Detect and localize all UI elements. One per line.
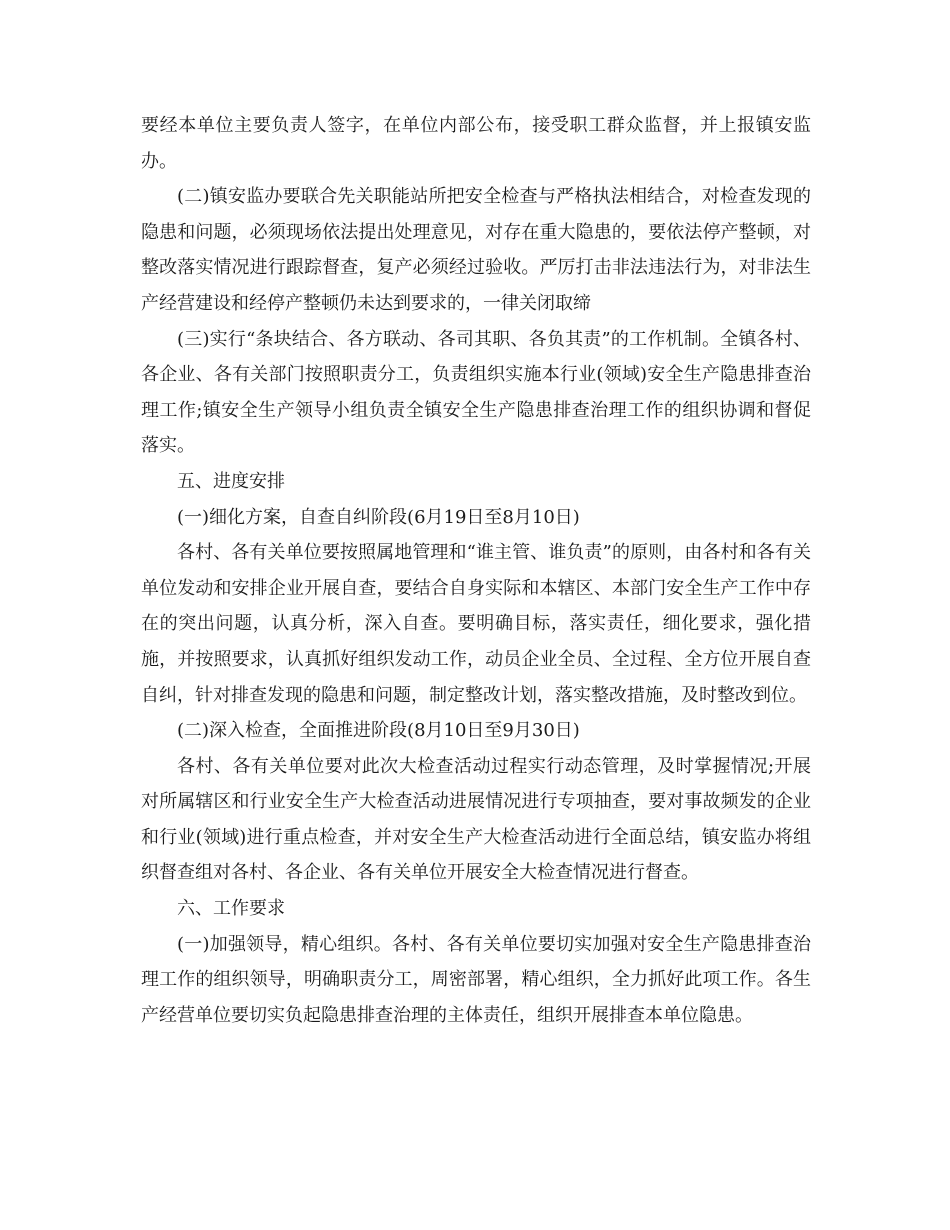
paragraph-self-inspection: 各村、各有关单位要按照属地管理和“谁主管、谁负责”的原则，由各村和各有关单位发动和安排企业开展自查，要结合自身实际和本辖区、本部门安全生产工作中存在的突出问题，认真分析，深入自查。要明确目标，落实责任，细化要求，强化措施，并按照要求，认真抓好组织发动工作，动员企业全员、全过程、全方位开展自查自纠，针对排查发现的隐患和问题，制定整改计划，落实整改措施，及时整改到位。 <box>141 542 811 706</box>
subheading-self-inspection: (一)细化方案，自查自纠阶段(6月19日至8月10日) <box>177 506 580 528</box>
paragraph-continuation: 要经本单位主要负责人签字，在单位内部公布，接受职工群众监督，并上报镇安监办。 <box>141 115 811 172</box>
document-body <box>141 108 811 1033</box>
subheading-in-depth-inspection: (二)深入检查，全面推进阶段(8月10日至9月30日) <box>177 720 580 742</box>
section-heading-schedule: 五、进度安排 <box>177 470 285 492</box>
paragraph-item-3: (三)实行“条块结合、各方联动、各司其职、各负其责”的工作机制。全镇各村、各企业、各有关部门按照职责分工，负责组织实施本行业(领域)安全生产隐患排查治理工作;镇安全生产领导小组负责全镇安全生产隐患排查治理工作的组织协调和督促落实。 <box>141 328 811 457</box>
section-heading-requirements: 六、工作要求 <box>177 898 285 920</box>
paragraph-leadership: (一)加强领导，精心组织。各村、各有关单位要切实加强对安全生产隐患排查治理工作的组织领导，明确职责分工，周密部署，精心组织，全力抓好此项工作。各生产经营单位要切实负起隐患排查治理的主体责任，组织开展排查本单位隐患。 <box>141 933 811 1026</box>
paragraph-in-depth-inspection: 各村、各有关单位要对此次大检查活动过程实行动态管理，及时掌握情况;开展对所属辖区和行业安全生产大检查活动进展情况进行专项抽查，要对事故频发的企业和行业(领域)进行重点检查，并对安全生产大检查活动进行全面总结，镇安监办将组织督查组对各村、各企业、各有关单位开展安全大检查情况进行督查。 <box>141 755 811 884</box>
paragraph-item-2: (二)镇安监办要联合先关职能站所把安全检查与严格执法相结合，对检查发现的隐患和问题，必须现场依法提出处理意见，对存在重大隐患的，要依法停产整顿，对整改落实情况进行跟踪督查，复产必须经过验收。严厉打击非法违法行为，对非法生产经营建设和经停产整顿仍未达到要求的，一律关闭取缔 <box>141 186 811 314</box>
